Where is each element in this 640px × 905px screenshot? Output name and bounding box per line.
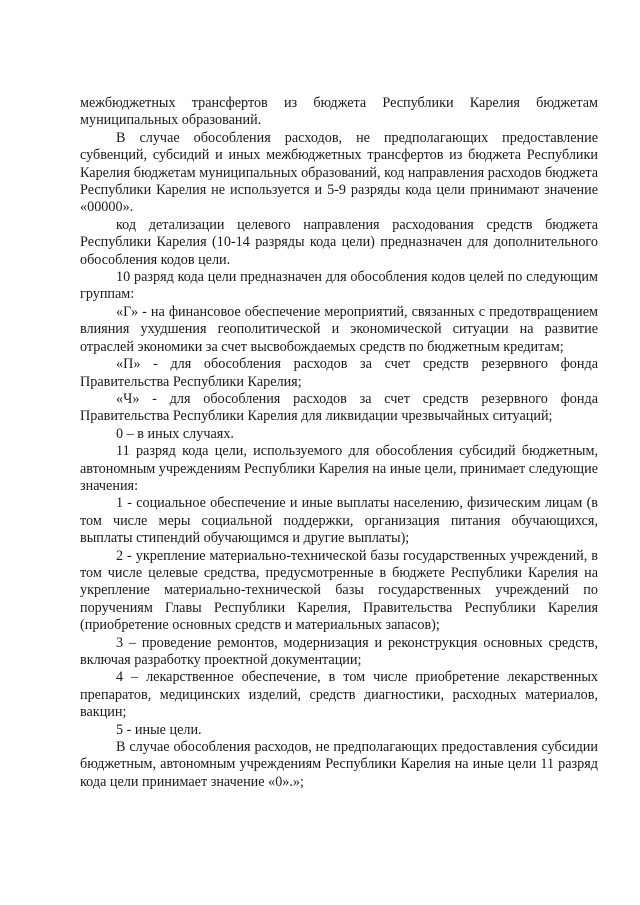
list-item-4: 4 – лекарственное обеспечение, в том числе приобретение лекарственных препаратов, медицинских изделий, средств диагностики, расходных материалов, вакцин; <box>80 669 598 721</box>
list-item-1: 1 - социальное обеспечение и иные выплаты населению, физическим лицам (в том числе меры социальной поддержки, организация питания обучающихся, выплаты стипендий обучающимся и другие выплаты); <box>80 495 598 547</box>
paragraph-detail-code: код детализации целевого направления расходования средств бюджета Республики Карелия (10-14 разряды кода цели) предназначен для дополнительного обособления кодов цели. <box>80 216 598 268</box>
list-item-g: «Г» - на финансовое обеспечение мероприятий, связанных с предотвращением влияния ухудшения геополитической и экономической ситуации на развитие отраслей экономики за счет высвобождаемых средств по бюджетным кредитам; <box>80 303 598 355</box>
paragraph-continuation: межбюджетных трансфертов из бюджета Республики Карелия бюджетам муниципальных образований. <box>80 95 598 129</box>
list-item-zero: 0 – в иных случаях. <box>116 425 234 442</box>
paragraph-no-transfers: В случае обособления расходов, не предполагающих предоставление субвенций, субсидий и иных межбюджетных трансфертов из бюджета Республики Карелия бюджетам муниципальных образований, код направления расходов бюджета Республики Карелия не используется и 5-9 разряды кода цели принимают значение «00000». <box>80 129 598 216</box>
list-item-3: 3 – проведение ремонтов, модернизация и реконструкция основных средств, включая разработку проектной документации; <box>80 634 598 668</box>
list-item-5: 5 - иные цели. <box>116 721 202 738</box>
list-item-2: 2 - укрепление материально-технической базы государственных учреждений, в том числе целевые средства, предусмотренные в бюджете Республики Карелия на укрепление материально-технической базы государственных учреждений по поручениям Главы Республики Карелия, Правительства Республики Карелия (приобретение основных средств и материальных запасов); <box>80 547 598 634</box>
document-page <box>80 95 598 791</box>
paragraph-no-subsidy: В случае обособления расходов, не предполагающих предоставления субсидии бюджетным, автономным учреждениям Республики Карелия на иные цели 11 разряд кода цели принимает значение «0».»; <box>80 739 598 790</box>
paragraph-digit-10: 10 разряд кода цели предназначен для обособления кодов целей по следующим группам: <box>80 269 598 303</box>
list-item-ch: «Ч» - для обособления расходов за счет средств резервного фонда Правительства Республики Карелия для ликвидации чрезвычайных ситуаций; <box>80 390 598 425</box>
paragraph-digit-11: 11 разряд кода цели, используемого для обособления субсидий бюджетным, автономным учреждениям Республики Карелия на иные цели, принимает следующие значения: <box>80 443 598 494</box>
list-item-p: «П» - для обособления расходов за счет средств резервного фонда Правительства Республики Карелия; <box>80 356 598 390</box>
